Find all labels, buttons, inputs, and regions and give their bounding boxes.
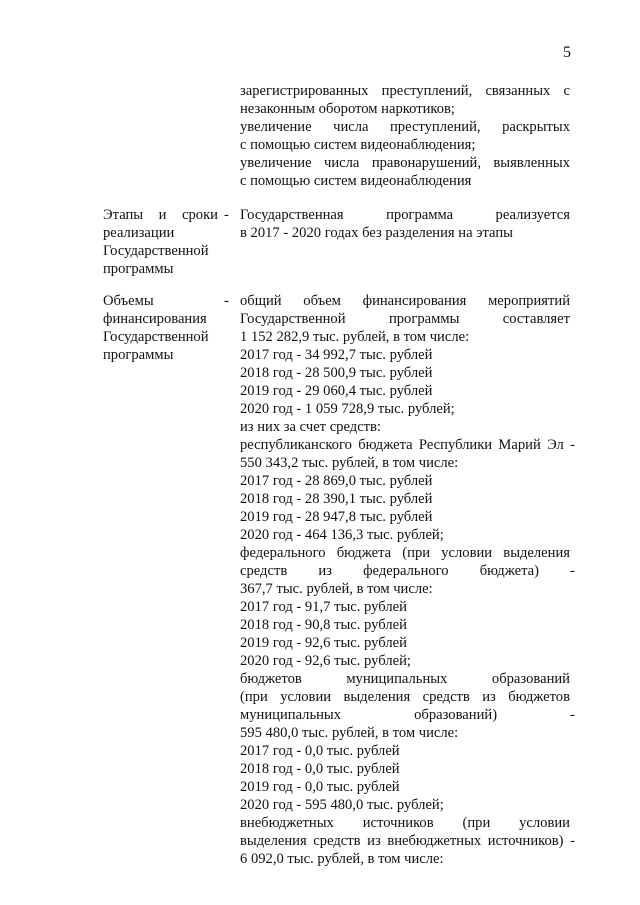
funding-text-line: 2017 год - 34 992,7 тыс. рублей <box>240 347 433 363</box>
funding-text-line: выделения средств из внебюджетных источников) - <box>240 833 575 849</box>
funding-text-line: Государственной программы составляет <box>240 311 570 327</box>
page-number: 5 <box>563 44 571 61</box>
funding-text-line: 2019 год - 0,0 тыс. рублей <box>240 779 400 795</box>
funding-label-line: Объемы <box>103 293 154 309</box>
funding-text-line: 2017 год - 0,0 тыс. рублей <box>240 743 400 759</box>
funding-label-line: финансирования <box>103 311 207 327</box>
funding-text-line: 2019 год - 92,6 тыс. рублей <box>240 635 407 651</box>
funding-text-line: 6 092,0 тыс. рублей, в том числе: <box>240 851 444 867</box>
funding-text-line: 2019 год - 29 060,4 тыс. рублей <box>240 383 433 399</box>
funding-text-line: 550 343,2 тыс. рублей, в том числе: <box>240 455 459 471</box>
funding-text-line: 2020 год - 595 480,0 тыс. рублей; <box>240 797 444 813</box>
funding-text-line: из них за счет средств: <box>240 419 381 435</box>
text-line: незаконным оборотом наркотиков; <box>240 101 455 117</box>
funding-text-line: 2017 год - 91,7 тыс. рублей <box>240 599 407 615</box>
funding-text-line: 2018 год - 0,0 тыс. рублей <box>240 761 400 777</box>
funding-dash: - <box>224 293 229 309</box>
text-line: с помощью систем видеонаблюдения; <box>240 137 476 153</box>
stages-text-line: в 2017 - 2020 годах без разделения на этапы <box>240 225 513 241</box>
funding-text-line: 2020 год - 1 059 728,9 тыс. рублей; <box>240 401 455 417</box>
funding-text-line: 595 480,0 тыс. рублей, в том числе: <box>240 725 459 741</box>
funding-text-line: общий объем финансирования мероприятий <box>240 293 570 309</box>
funding-text-line: (при условии выделения средств из бюджетов <box>240 689 570 705</box>
funding-text-line: муниципальных образований) - <box>240 707 575 723</box>
stages-text-line: Государственная программа реализуется <box>240 207 570 223</box>
text-line: зарегистрированных преступлений, связанных с <box>240 83 570 99</box>
funding-text-line: бюджетов муниципальных образований <box>240 671 570 687</box>
funding-text-line: 2018 год - 90,8 тыс. рублей <box>240 617 407 633</box>
funding-text-line: средств из федерального бюджета) - <box>240 563 575 579</box>
stages-label-line: Этапы и сроки <box>103 207 218 223</box>
funding-text-line: республиканского бюджета Республики Марий Эл - <box>240 437 575 453</box>
funding-label-line: Государственной <box>103 329 209 345</box>
funding-text-line: 2020 год - 92,6 тыс. рублей; <box>240 653 411 669</box>
funding-text-line: 2020 год - 464 136,3 тыс. рублей; <box>240 527 444 543</box>
text-line: увеличение числа правонарушений, выявленных <box>240 155 570 171</box>
funding-text-line: внебюджетных источников (при условии <box>240 815 570 831</box>
funding-text-line: 1 152 282,9 тыс. рублей, в том числе: <box>240 329 470 345</box>
text-line: увеличение числа преступлений, раскрытых <box>240 119 570 135</box>
funding-text-line: 2019 год - 28 947,8 тыс. рублей <box>240 509 433 525</box>
stages-label-line: реализации <box>103 225 175 241</box>
stages-label-line: Государственной <box>103 243 209 259</box>
funding-label-line: программы <box>103 347 174 363</box>
funding-text-line: 367,7 тыс. рублей, в том числе: <box>240 581 433 597</box>
stages-label-line: программы <box>103 261 174 277</box>
funding-text-line: 2018 год - 28 500,9 тыс. рублей <box>240 365 433 381</box>
text-line: с помощью систем видеонаблюдения <box>240 173 472 189</box>
funding-text-line: федерального бюджета (при условии выделения <box>240 545 570 561</box>
stages-dash: - <box>224 207 229 223</box>
funding-text-line: 2018 год - 28 390,1 тыс. рублей <box>240 491 433 507</box>
funding-text-line: 2017 год - 28 869,0 тыс. рублей <box>240 473 433 489</box>
